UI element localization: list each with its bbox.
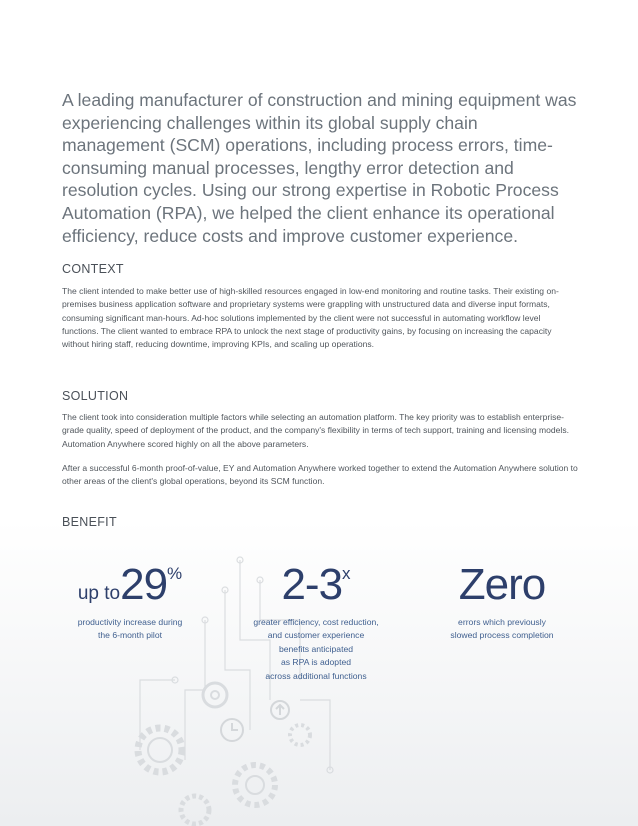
solution-body-2: After a successful 6-month proof-of-value, EY and Automation Anywhere worked together to extend the Automation Anywhere solution to other areas of the client's global operations, beyond its SCM function. (62, 463, 578, 487)
stat-description (40, 616, 220, 643)
context-body: The client intended to make better use of high-skilled resources engaged in low-end monitoring and routine tasks. Their existing on-premises business application software and proprietary systems were grappling with unstructured data and diverse input formats, consuming significant man-hours. Ad-hoc solutions implemented by the client were not successful in automating workflow level functions. The client wanted to embrace RPA to unlock the next stage of productivity gains, by focusing on increasing the capacity without hiring staff, reducing downtime, improving KPIs, and scaling up operations. (62, 286, 559, 350)
stat-description-line: errors which previously (458, 617, 546, 627)
solution-heading: SOLUTION (62, 389, 129, 403)
stat-number: 29 (120, 560, 168, 609)
stat-description-line: the 6-month pilot (97, 630, 162, 641)
stat-suffix: x (342, 564, 351, 583)
stat-prefix: up to (77, 583, 121, 604)
stat-value (226, 560, 406, 616)
solution-body-1: The client took into consideration multiple factors while selecting an automation platform. The key priority was to establish enterprise-grade quality, speed of deployment of the product, and the company's flexibility in terms of tech support, training and licensing models. Automation Anywhere scored highly on all the above parameters. (62, 412, 569, 449)
stat-number: Zero (458, 560, 546, 609)
stat-description-line: greater efficiency, cost reduction, (253, 617, 379, 627)
stat-value (412, 560, 592, 616)
stat-description-line: across additional functions (265, 670, 367, 681)
stat-value (40, 560, 220, 616)
stat-description-line: as RPA is adopted (280, 657, 352, 668)
benefit-heading: BENEFIT (62, 515, 117, 529)
stat-description-line: and customer experience (267, 630, 365, 641)
stat-description-line: productivity increase during (77, 617, 183, 627)
lead-paragraph: A leading manufacturer of construction and mining equipment was experiencing challenges within its global supply chain management (SCM) operations, including process errors, time-consuming manual processes, lengthy error detection and resolution cycles. Using our strong expertise in Robotic Process Automation (RPA), we helped the client enhance its operational efficiency, reduce costs and improve customer experience. (62, 90, 577, 246)
stat-errors (412, 560, 592, 643)
stat-efficiency (226, 560, 406, 683)
stat-productivity (40, 560, 220, 643)
stat-number: 2-3 (281, 560, 343, 609)
context-heading: CONTEXT (62, 262, 124, 276)
stat-description (226, 616, 406, 683)
stat-suffix: % (167, 564, 183, 583)
stat-description (412, 616, 592, 643)
stat-description-line: slowed process completion (450, 630, 554, 641)
stat-description-line: benefits anticipated (278, 643, 354, 654)
